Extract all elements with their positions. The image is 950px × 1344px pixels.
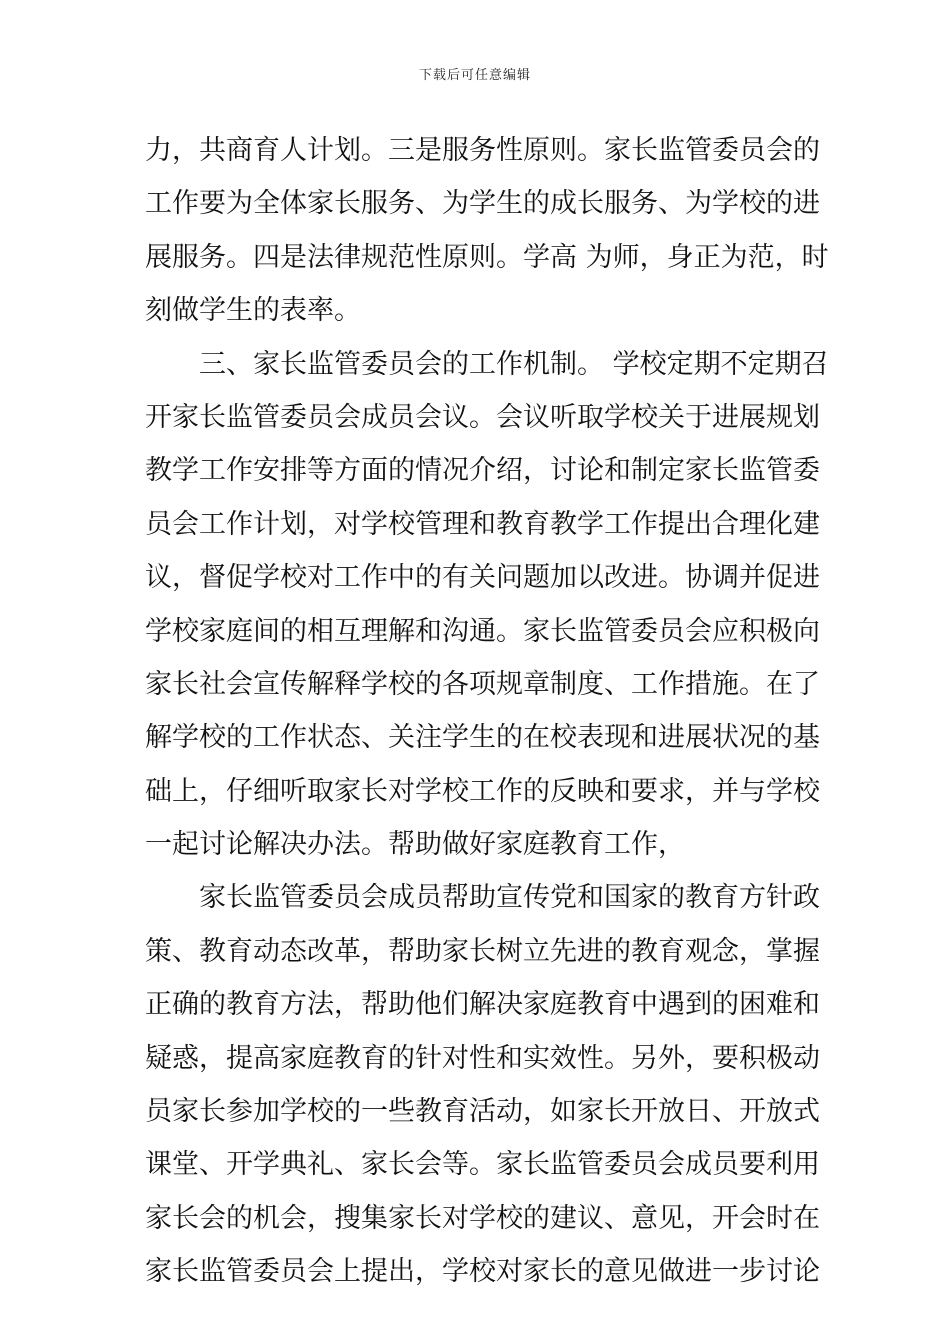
text-line: 工作要为全体家长服务、为学生的成长服务、为学校的进 [145,188,820,220]
text-line: 开家长监管委员会成员会议。会议听取学校关于进展规划 [145,401,820,433]
paragraph [145,338,829,872]
text-line: 刻做学生的表率。 [145,295,361,327]
text-line: 疑惑，提高家庭教育的针对性和实效性。另外，要积极动 [145,1042,820,1074]
text-line: 础上，仔细听取家长对学校工作的反映和要求，并与学校 [145,775,820,807]
text-line: 三、家长监管委员会的工作机制。 学校定期不定期召 [199,348,829,380]
text-line: 学校家庭间的相互理解和沟通。家长监管委员会应积极向 [145,615,820,647]
text-line: 家长监管委员会上提出，学校对家长的意见做进一步讨论 [145,1256,820,1288]
text-line: 展服务。四是法律规范性原则。学高 为师，身正为范，时 [145,241,829,273]
text-line: 员会工作计划，对学校管理和教育教学工作提出合理化建 [145,508,820,540]
text-line: 议，督促学校对工作中的有关问题加以改进。协调并促进 [145,562,820,594]
text-line: 力，共商育人计划。三是服务性原则。家长监管委员会的 [145,135,820,166]
document-body [145,124,829,1299]
text-line: 员家长参加学校的一些教育活动，如家长开放日、开放式 [145,1096,820,1128]
text-line: 解学校的工作状态、关注学生的在校表现和进展状况的基 [145,722,820,754]
text-line: 正确的教育方法，帮助他们解决家庭教育中遇到的困难和 [145,989,820,1021]
text-line: 一起讨论解决办法。帮助做好家庭教育工作， [145,829,685,861]
text-line: 家长监管委员会成员帮助宣传党和国家的教育方针政 [199,882,820,914]
paragraph [145,871,820,1298]
text-line: 课堂、开学典礼、家长会等。家长监管委员会成员要利用 [145,1149,820,1181]
text-line: 教学工作安排等方面的情况介绍，讨论和制定家长监管委 [145,455,820,487]
text-line: 家长会的机会，搜集家长对学校的建议、意见，开会时在 [145,1202,820,1234]
paragraph [145,124,829,338]
text-line: 策、教育动态改革，帮助家长树立先进的教育观念，掌握 [145,935,820,967]
text-line: 家长社会宣传解释学校的各项规章制度、工作措施。在了 [145,668,820,700]
page-header: 下载后可任意编辑 [418,68,531,83]
